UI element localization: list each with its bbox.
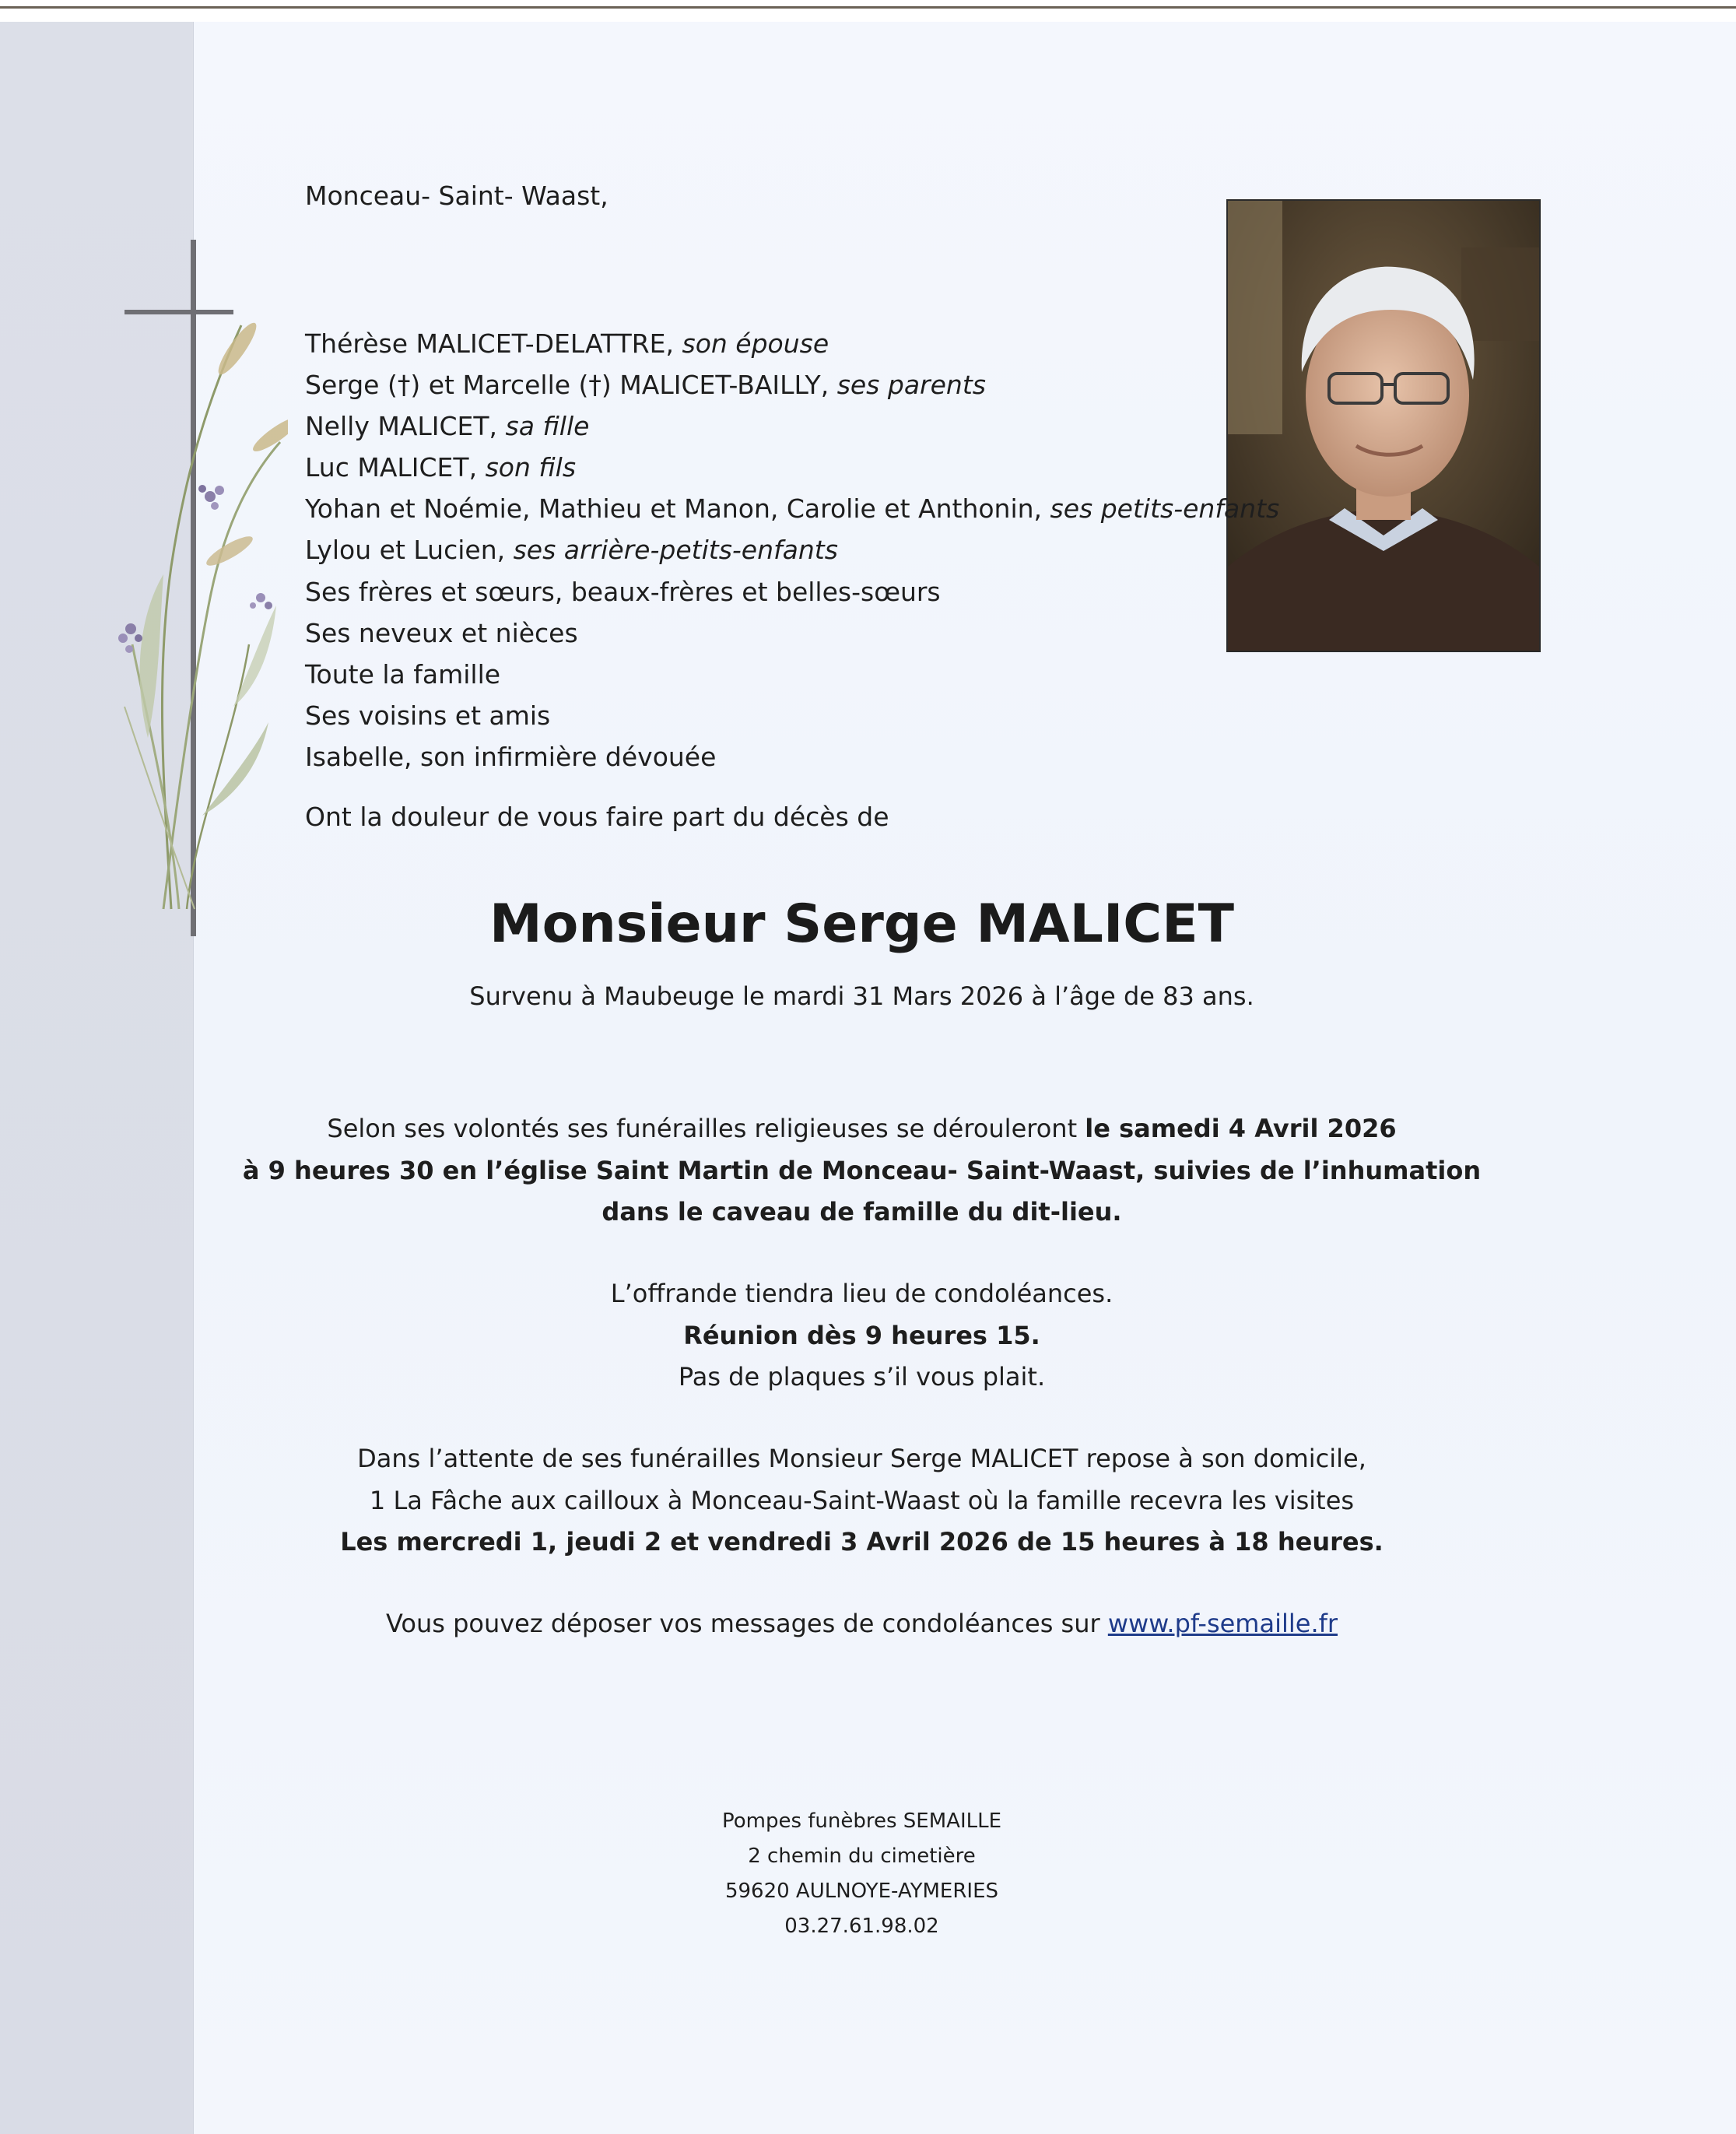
offering-line-3: Pas de plaques s’il vous plait.: [678, 1362, 1046, 1392]
family-member: Yohan et Noémie, Mathieu et Manon, Carolie et Anthonin, ses petits-enfants: [305, 493, 1280, 525]
funeral-home-footer: [193, 1804, 1531, 1944]
offering-line-2: Réunion dès 9 heures 15.: [683, 1320, 1040, 1350]
family-member: Thérèse MALICET-DELATTRE, son épouse: [305, 328, 829, 359]
death-info: Survenu à Maubeuge le mardi 31 Mars 2026 à l’âge de 83 ans.: [469, 981, 1254, 1011]
family-member: Ses neveux et nièces: [305, 617, 578, 648]
visits-paragraph: [193, 1438, 1531, 1564]
funeral-line-3: dans le caveau de famille du dit-lieu.: [601, 1197, 1122, 1227]
family-member: Ses frères et sœurs, beaux-frères et belles-sœurs: [305, 576, 941, 607]
deceased-name: Monsieur Serge MALICET: [489, 893, 1235, 955]
funeral-home-city: 59620 AULNOYE-AYMERIES: [724, 1880, 999, 1903]
funeral-home-street: 2 chemin du cimetière: [748, 1844, 976, 1868]
family-member: Isabelle, son infirmière dévouée: [305, 741, 717, 772]
family-list: [305, 323, 1279, 777]
family-member: Lylou et Lucien, ses arrière-petits-enfants: [305, 535, 838, 566]
condolences-line: [193, 1603, 1531, 1645]
funeral-home-name: Pompes funèbres SEMAILLE: [721, 1809, 1002, 1833]
family-member: Ses voisins et amis: [305, 700, 551, 731]
announcement-text: Ont la douleur de vous faire part du décès de: [305, 802, 889, 832]
visits-line-2: 1 La Fâche aux cailloux à Monceau-Saint-Waast où la famille recevra les visites: [369, 1485, 1355, 1515]
family-member: Toute la famille: [305, 658, 501, 690]
top-rule: [0, 6, 1736, 9]
obituary-paper: [0, 22, 1736, 2134]
funeral-line-2: à 9 heures 30 en l’église Saint Martin de Monceau- Saint-Waast, suivies de l’inhumation: [242, 1155, 1482, 1185]
family-member: Luc MALICET, son fils: [305, 452, 577, 483]
visits-line-1: Dans l’attente de ses funérailles Monsieur Serge MALICET repose à son domicile,: [357, 1444, 1366, 1473]
offering-paragraph: [193, 1273, 1531, 1399]
cross-wheat-ornament-icon: [117, 240, 288, 940]
town-heading: Monceau- Saint- Waast,: [305, 181, 608, 211]
funeral-home-phone: 03.27.61.98.02: [784, 1915, 939, 1938]
offering-line-1: L’offrande tiendra lieu de condoléances.: [610, 1279, 1113, 1308]
funeral-line-1: Selon ses volontés ses funérailles religieuses se dérouleront le samedi 4 Avril 2026: [327, 1114, 1397, 1143]
condolences-link[interactable]: www.pf-semaille.fr: [1107, 1609, 1338, 1638]
funeral-paragraph: [193, 1108, 1531, 1234]
visits-line-3: Les mercredi 1, jeudi 2 et vendredi 3 Avril 2026 de 15 heures à 18 heures.: [340, 1527, 1384, 1557]
family-member: Nelly MALICET, sa fille: [305, 411, 590, 442]
condolences-text: Vous pouvez déposer vos messages de condoléances sur: [385, 1609, 1108, 1638]
family-member: Serge (†) et Marcelle (†) MALICET-BAILLY, ses parents: [305, 370, 986, 401]
